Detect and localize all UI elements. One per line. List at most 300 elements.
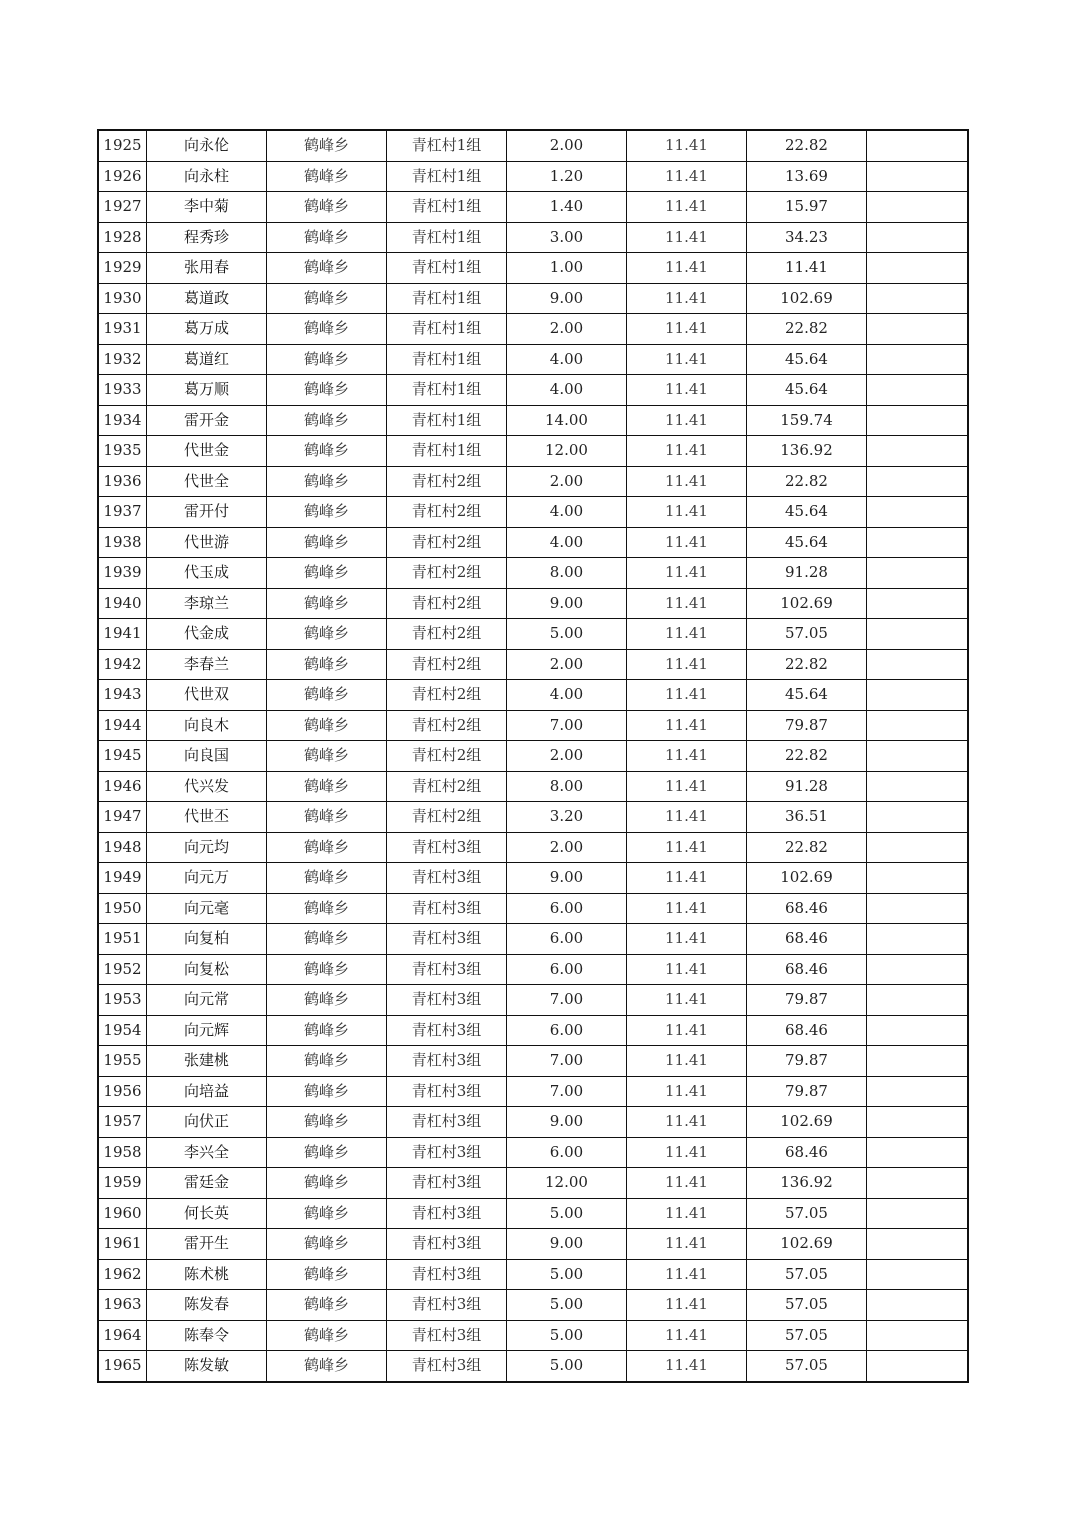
cell-remarks	[867, 283, 969, 314]
cell-name: 向元辉	[147, 1015, 267, 1046]
cell-name: 葛道红	[147, 344, 267, 375]
cell-amount: 159.74	[747, 405, 867, 436]
cell-unit-price: 11.41	[627, 1229, 747, 1260]
cell-row-number: 1965	[98, 1351, 147, 1382]
cell-name: 李琼兰	[147, 588, 267, 619]
cell-name: 代世金	[147, 436, 267, 467]
cell-township: 鹤峰乡	[267, 375, 387, 406]
cell-remarks	[867, 1107, 969, 1138]
cell-name: 雷廷金	[147, 1168, 267, 1199]
cell-village-group: 青杠村3组	[387, 1229, 507, 1260]
cell-amount: 68.46	[747, 954, 867, 985]
cell-township: 鹤峰乡	[267, 1229, 387, 1260]
cell-amount: 102.69	[747, 1107, 867, 1138]
cell-quantity: 1.40	[507, 192, 627, 223]
cell-name: 向复柏	[147, 924, 267, 955]
cell-quantity: 9.00	[507, 1107, 627, 1138]
cell-row-number: 1943	[98, 680, 147, 711]
cell-remarks	[867, 619, 969, 650]
table-row	[98, 405, 968, 436]
cell-remarks	[867, 1198, 969, 1229]
cell-remarks	[867, 497, 969, 528]
cell-name: 陈发春	[147, 1290, 267, 1321]
cell-amount: 57.05	[747, 1351, 867, 1382]
cell-row-number: 1964	[98, 1320, 147, 1351]
cell-township: 鹤峰乡	[267, 192, 387, 223]
table-row	[98, 985, 968, 1016]
cell-remarks	[867, 527, 969, 558]
cell-amount: 79.87	[747, 985, 867, 1016]
table-row	[98, 344, 968, 375]
cell-amount: 22.82	[747, 649, 867, 680]
cell-remarks	[867, 1015, 969, 1046]
cell-village-group: 青杠村2组	[387, 466, 507, 497]
cell-township: 鹤峰乡	[267, 802, 387, 833]
cell-remarks	[867, 344, 969, 375]
table-row	[98, 802, 968, 833]
cell-name: 葛万成	[147, 314, 267, 345]
cell-row-number: 1948	[98, 832, 147, 863]
cell-village-group: 青杠村3组	[387, 954, 507, 985]
cell-row-number: 1952	[98, 954, 147, 985]
cell-village-group: 青杠村1组	[387, 161, 507, 192]
cell-remarks	[867, 893, 969, 924]
cell-village-group: 青杠村3组	[387, 863, 507, 894]
cell-remarks	[867, 741, 969, 772]
cell-township: 鹤峰乡	[267, 1168, 387, 1199]
cell-quantity: 1.20	[507, 161, 627, 192]
cell-township: 鹤峰乡	[267, 985, 387, 1016]
table-row	[98, 954, 968, 985]
spreadsheet-page	[97, 129, 961, 1383]
cell-township: 鹤峰乡	[267, 527, 387, 558]
cell-village-group: 青杠村3组	[387, 1046, 507, 1077]
cell-quantity: 6.00	[507, 893, 627, 924]
cell-unit-price: 11.41	[627, 832, 747, 863]
table-row	[98, 649, 968, 680]
cell-amount: 22.82	[747, 314, 867, 345]
cell-remarks	[867, 1137, 969, 1168]
cell-row-number: 1961	[98, 1229, 147, 1260]
cell-unit-price: 11.41	[627, 192, 747, 223]
table-row	[98, 1198, 968, 1229]
cell-township: 鹤峰乡	[267, 1290, 387, 1321]
cell-township: 鹤峰乡	[267, 466, 387, 497]
cell-name: 代金成	[147, 619, 267, 650]
cell-remarks	[867, 161, 969, 192]
cell-township: 鹤峰乡	[267, 954, 387, 985]
cell-unit-price: 11.41	[627, 771, 747, 802]
cell-village-group: 青杠村2组	[387, 558, 507, 589]
cell-row-number: 1940	[98, 588, 147, 619]
table-row	[98, 130, 968, 161]
table-row	[98, 161, 968, 192]
cell-township: 鹤峰乡	[267, 1076, 387, 1107]
cell-row-number: 1958	[98, 1137, 147, 1168]
cell-name: 雷开金	[147, 405, 267, 436]
cell-quantity: 5.00	[507, 1351, 627, 1382]
cell-township: 鹤峰乡	[267, 130, 387, 161]
cell-name: 向培益	[147, 1076, 267, 1107]
cell-village-group: 青杠村1组	[387, 222, 507, 253]
table-row	[98, 497, 968, 528]
cell-township: 鹤峰乡	[267, 1015, 387, 1046]
cell-unit-price: 11.41	[627, 985, 747, 1016]
cell-amount: 57.05	[747, 1320, 867, 1351]
cell-township: 鹤峰乡	[267, 680, 387, 711]
cell-remarks	[867, 924, 969, 955]
cell-unit-price: 11.41	[627, 344, 747, 375]
cell-unit-price: 11.41	[627, 1137, 747, 1168]
cell-unit-price: 11.41	[627, 1290, 747, 1321]
cell-remarks	[867, 771, 969, 802]
cell-village-group: 青杠村3组	[387, 1290, 507, 1321]
table-row	[98, 771, 968, 802]
cell-township: 鹤峰乡	[267, 436, 387, 467]
cell-village-group: 青杠村3组	[387, 1015, 507, 1046]
cell-name: 向元万	[147, 863, 267, 894]
cell-name: 陈术桃	[147, 1259, 267, 1290]
cell-township: 鹤峰乡	[267, 1107, 387, 1138]
cell-remarks	[867, 1168, 969, 1199]
cell-row-number: 1950	[98, 893, 147, 924]
cell-row-number: 1951	[98, 924, 147, 955]
cell-amount: 13.69	[747, 161, 867, 192]
cell-row-number: 1954	[98, 1015, 147, 1046]
cell-unit-price: 11.41	[627, 619, 747, 650]
cell-row-number: 1935	[98, 436, 147, 467]
cell-unit-price: 11.41	[627, 1198, 747, 1229]
cell-unit-price: 11.41	[627, 1015, 747, 1046]
cell-row-number: 1944	[98, 710, 147, 741]
table-row	[98, 893, 968, 924]
cell-name: 何长英	[147, 1198, 267, 1229]
cell-row-number: 1931	[98, 314, 147, 345]
cell-remarks	[867, 130, 969, 161]
cell-remarks	[867, 1290, 969, 1321]
table-row	[98, 832, 968, 863]
cell-remarks	[867, 436, 969, 467]
cell-row-number: 1941	[98, 619, 147, 650]
cell-unit-price: 11.41	[627, 1320, 747, 1351]
cell-quantity: 2.00	[507, 832, 627, 863]
cell-name: 向元均	[147, 832, 267, 863]
cell-township: 鹤峰乡	[267, 1137, 387, 1168]
cell-quantity: 4.00	[507, 497, 627, 528]
cell-village-group: 青杠村1组	[387, 344, 507, 375]
cell-village-group: 青杠村2组	[387, 619, 507, 650]
table-row	[98, 710, 968, 741]
cell-row-number: 1955	[98, 1046, 147, 1077]
cell-amount: 68.46	[747, 1137, 867, 1168]
cell-quantity: 2.00	[507, 741, 627, 772]
cell-amount: 91.28	[747, 558, 867, 589]
cell-village-group: 青杠村2组	[387, 680, 507, 711]
cell-unit-price: 11.41	[627, 558, 747, 589]
cell-quantity: 2.00	[507, 466, 627, 497]
cell-unit-price: 11.41	[627, 497, 747, 528]
cell-amount: 79.87	[747, 1076, 867, 1107]
cell-village-group: 青杠村2组	[387, 588, 507, 619]
cell-row-number: 1962	[98, 1259, 147, 1290]
cell-unit-price: 11.41	[627, 1046, 747, 1077]
cell-name: 代玉成	[147, 558, 267, 589]
cell-township: 鹤峰乡	[267, 1198, 387, 1229]
table-row	[98, 1015, 968, 1046]
table-row	[98, 1168, 968, 1199]
cell-unit-price: 11.41	[627, 161, 747, 192]
cell-amount: 102.69	[747, 1229, 867, 1260]
cell-township: 鹤峰乡	[267, 588, 387, 619]
cell-remarks	[867, 710, 969, 741]
table-row	[98, 283, 968, 314]
cell-quantity: 12.00	[507, 436, 627, 467]
data-table	[97, 129, 969, 1383]
cell-name: 向元常	[147, 985, 267, 1016]
cell-name: 陈发敏	[147, 1351, 267, 1382]
cell-remarks	[867, 832, 969, 863]
table-row	[98, 1137, 968, 1168]
cell-unit-price: 11.41	[627, 1107, 747, 1138]
table-row	[98, 1351, 968, 1382]
cell-quantity: 5.00	[507, 1290, 627, 1321]
cell-village-group: 青杠村1组	[387, 314, 507, 345]
cell-village-group: 青杠村2组	[387, 710, 507, 741]
cell-quantity: 6.00	[507, 1015, 627, 1046]
cell-unit-price: 11.41	[627, 1168, 747, 1199]
cell-row-number: 1928	[98, 222, 147, 253]
cell-name: 雷开付	[147, 497, 267, 528]
cell-name: 向永柱	[147, 161, 267, 192]
cell-amount: 22.82	[747, 466, 867, 497]
cell-remarks	[867, 985, 969, 1016]
cell-township: 鹤峰乡	[267, 649, 387, 680]
cell-township: 鹤峰乡	[267, 924, 387, 955]
cell-name: 代世游	[147, 527, 267, 558]
table-row	[98, 558, 968, 589]
cell-row-number: 1930	[98, 283, 147, 314]
cell-name: 陈奉令	[147, 1320, 267, 1351]
cell-name: 代世丕	[147, 802, 267, 833]
cell-township: 鹤峰乡	[267, 405, 387, 436]
cell-village-group: 青杠村3组	[387, 1107, 507, 1138]
cell-amount: 57.05	[747, 1290, 867, 1321]
cell-row-number: 1933	[98, 375, 147, 406]
cell-remarks	[867, 558, 969, 589]
cell-unit-price: 11.41	[627, 130, 747, 161]
cell-remarks	[867, 1259, 969, 1290]
cell-remarks	[867, 1320, 969, 1351]
table-row	[98, 222, 968, 253]
cell-amount: 102.69	[747, 863, 867, 894]
table-row	[98, 1046, 968, 1077]
cell-unit-price: 11.41	[627, 588, 747, 619]
cell-quantity: 12.00	[507, 1168, 627, 1199]
cell-village-group: 青杠村3组	[387, 924, 507, 955]
cell-quantity: 2.00	[507, 314, 627, 345]
cell-row-number: 1959	[98, 1168, 147, 1199]
cell-row-number: 1957	[98, 1107, 147, 1138]
cell-amount: 45.64	[747, 680, 867, 711]
table-row	[98, 466, 968, 497]
cell-unit-price: 11.41	[627, 375, 747, 406]
cell-row-number: 1927	[98, 192, 147, 223]
cell-township: 鹤峰乡	[267, 1046, 387, 1077]
table-row	[98, 619, 968, 650]
cell-township: 鹤峰乡	[267, 344, 387, 375]
cell-township: 鹤峰乡	[267, 619, 387, 650]
cell-village-group: 青杠村1组	[387, 192, 507, 223]
cell-amount: 136.92	[747, 1168, 867, 1199]
cell-village-group: 青杠村3组	[387, 1137, 507, 1168]
cell-row-number: 1936	[98, 466, 147, 497]
cell-quantity: 7.00	[507, 1076, 627, 1107]
cell-remarks	[867, 405, 969, 436]
cell-remarks	[867, 649, 969, 680]
cell-row-number: 1932	[98, 344, 147, 375]
cell-row-number: 1960	[98, 1198, 147, 1229]
table-row	[98, 1290, 968, 1321]
cell-unit-price: 11.41	[627, 924, 747, 955]
cell-unit-price: 11.41	[627, 283, 747, 314]
cell-row-number: 1953	[98, 985, 147, 1016]
cell-name: 张建桃	[147, 1046, 267, 1077]
cell-township: 鹤峰乡	[267, 863, 387, 894]
cell-quantity: 7.00	[507, 985, 627, 1016]
cell-quantity: 5.00	[507, 1320, 627, 1351]
cell-quantity: 2.00	[507, 130, 627, 161]
cell-row-number: 1926	[98, 161, 147, 192]
table-row	[98, 1259, 968, 1290]
cell-quantity: 6.00	[507, 1137, 627, 1168]
cell-amount: 136.92	[747, 436, 867, 467]
cell-village-group: 青杠村1组	[387, 130, 507, 161]
table-row	[98, 680, 968, 711]
cell-village-group: 青杠村1组	[387, 405, 507, 436]
cell-amount: 45.64	[747, 344, 867, 375]
cell-amount: 68.46	[747, 893, 867, 924]
table-row	[98, 192, 968, 223]
cell-name: 李中菊	[147, 192, 267, 223]
cell-quantity: 8.00	[507, 558, 627, 589]
cell-amount: 34.23	[747, 222, 867, 253]
cell-remarks	[867, 802, 969, 833]
cell-name: 向良国	[147, 741, 267, 772]
cell-village-group: 青杠村3组	[387, 893, 507, 924]
cell-township: 鹤峰乡	[267, 253, 387, 284]
cell-amount: 22.82	[747, 130, 867, 161]
table-row	[98, 863, 968, 894]
cell-unit-price: 11.41	[627, 1076, 747, 1107]
cell-unit-price: 11.41	[627, 405, 747, 436]
cell-name: 李兴全	[147, 1137, 267, 1168]
cell-quantity: 9.00	[507, 283, 627, 314]
cell-amount: 45.64	[747, 375, 867, 406]
cell-amount: 57.05	[747, 619, 867, 650]
cell-amount: 102.69	[747, 283, 867, 314]
cell-quantity: 2.00	[507, 649, 627, 680]
cell-village-group: 青杠村3组	[387, 1351, 507, 1382]
cell-amount: 79.87	[747, 1046, 867, 1077]
cell-village-group: 青杠村3组	[387, 1259, 507, 1290]
cell-name: 李春兰	[147, 649, 267, 680]
cell-name: 雷开生	[147, 1229, 267, 1260]
table-row	[98, 253, 968, 284]
cell-township: 鹤峰乡	[267, 161, 387, 192]
cell-row-number: 1956	[98, 1076, 147, 1107]
cell-remarks	[867, 375, 969, 406]
cell-quantity: 14.00	[507, 405, 627, 436]
table-row	[98, 314, 968, 345]
cell-name: 代世全	[147, 466, 267, 497]
cell-name: 向永伦	[147, 130, 267, 161]
table-row	[98, 1107, 968, 1138]
cell-village-group: 青杠村2组	[387, 527, 507, 558]
cell-unit-price: 11.41	[627, 741, 747, 772]
cell-township: 鹤峰乡	[267, 1259, 387, 1290]
cell-quantity: 1.00	[507, 253, 627, 284]
cell-name: 张用春	[147, 253, 267, 284]
cell-row-number: 1946	[98, 771, 147, 802]
cell-unit-price: 11.41	[627, 222, 747, 253]
cell-village-group: 青杠村2组	[387, 649, 507, 680]
cell-village-group: 青杠村1组	[387, 436, 507, 467]
cell-quantity: 4.00	[507, 375, 627, 406]
cell-unit-price: 11.41	[627, 863, 747, 894]
cell-quantity: 3.20	[507, 802, 627, 833]
cell-remarks	[867, 253, 969, 284]
cell-township: 鹤峰乡	[267, 497, 387, 528]
cell-remarks	[867, 863, 969, 894]
cell-quantity: 5.00	[507, 1259, 627, 1290]
cell-amount: 22.82	[747, 741, 867, 772]
cell-remarks	[867, 192, 969, 223]
table-row	[98, 924, 968, 955]
cell-row-number: 1925	[98, 130, 147, 161]
cell-township: 鹤峰乡	[267, 222, 387, 253]
cell-unit-price: 11.41	[627, 954, 747, 985]
cell-amount: 45.64	[747, 527, 867, 558]
cell-village-group: 青杠村3组	[387, 832, 507, 863]
cell-village-group: 青杠村3组	[387, 1320, 507, 1351]
cell-quantity: 6.00	[507, 954, 627, 985]
cell-row-number: 1947	[98, 802, 147, 833]
cell-quantity: 9.00	[507, 588, 627, 619]
table-row	[98, 741, 968, 772]
table-row	[98, 1320, 968, 1351]
cell-village-group: 青杠村3组	[387, 985, 507, 1016]
table-row	[98, 436, 968, 467]
cell-amount: 57.05	[747, 1198, 867, 1229]
cell-unit-price: 11.41	[627, 314, 747, 345]
cell-unit-price: 11.41	[627, 1351, 747, 1382]
cell-row-number: 1938	[98, 527, 147, 558]
cell-unit-price: 11.41	[627, 436, 747, 467]
cell-name: 向良木	[147, 710, 267, 741]
cell-name: 向元毫	[147, 893, 267, 924]
table-row	[98, 1229, 968, 1260]
cell-village-group: 青杠村1组	[387, 283, 507, 314]
cell-remarks	[867, 1351, 969, 1382]
cell-quantity: 3.00	[507, 222, 627, 253]
cell-unit-price: 11.41	[627, 802, 747, 833]
cell-township: 鹤峰乡	[267, 893, 387, 924]
cell-name: 程秀珍	[147, 222, 267, 253]
cell-row-number: 1929	[98, 253, 147, 284]
cell-quantity: 9.00	[507, 863, 627, 894]
cell-village-group: 青杠村3组	[387, 1076, 507, 1107]
cell-unit-price: 11.41	[627, 1259, 747, 1290]
